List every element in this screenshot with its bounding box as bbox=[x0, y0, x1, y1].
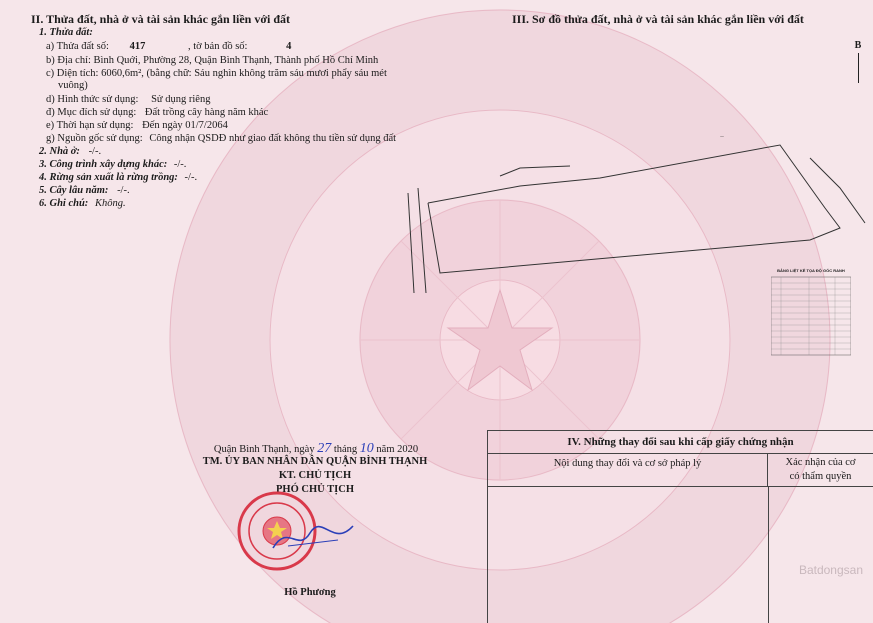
changes-title: IV. Những thay đổi sau khi cấp giấy chứng nhận bbox=[488, 431, 873, 454]
north-label: B bbox=[854, 40, 862, 51]
parcel-number: 417 bbox=[129, 41, 146, 52]
usage-form-value: Sử dụng riêng bbox=[151, 94, 211, 105]
section-ii-title: II. Thửa đất, nhà ở và tài sản khác gắn liền với đất bbox=[31, 12, 291, 26]
changes-col-confirm bbox=[768, 454, 873, 486]
house-label: 2. Nhà ở: bbox=[39, 146, 80, 157]
house-row bbox=[39, 146, 101, 157]
map-label-north: — bbox=[720, 134, 724, 139]
parcel-boundary bbox=[428, 145, 840, 273]
note-value: Không. bbox=[94, 198, 126, 209]
note-label: 6. Ghi chú: bbox=[39, 198, 89, 209]
changes-column-divider bbox=[768, 486, 769, 623]
house-value: -/-. bbox=[88, 146, 102, 157]
signer-name: Hồ Phương bbox=[284, 587, 336, 598]
area-row: c) Diện tích: 6060,6m², (bằng chữ: Sáu nghìn không trăm sáu mươi phẩy sáu mét bbox=[46, 68, 387, 79]
canal-line bbox=[500, 166, 570, 176]
usage-term-label: e) Thời hạn sử dụng: bbox=[46, 120, 134, 131]
month-label: tháng bbox=[333, 444, 358, 455]
parcel-number-label: a) Thửa đất số: bbox=[46, 41, 109, 52]
map-sheet-label: , tờ bản đồ số: bbox=[187, 41, 248, 52]
usage-purpose-value: Đất trồng cây hàng năm khác bbox=[144, 107, 269, 118]
usage-origin-value: Công nhận QSDĐ như giao đất không thu tiền sử dụng đất bbox=[149, 133, 397, 144]
coordinate-table-grid bbox=[771, 273, 851, 357]
year-label: năm 2020 bbox=[376, 444, 419, 455]
usage-purpose-row bbox=[46, 107, 268, 118]
day-handwritten: 27 bbox=[317, 441, 332, 456]
signer-organization: TM. ỦY BAN NHÂN DÂN QUẬN BÌNH THẠNH bbox=[202, 456, 428, 467]
usage-term-row bbox=[46, 120, 228, 131]
date-line bbox=[196, 441, 436, 457]
changes-col-confirm-line1: Xác nhận của cơ bbox=[785, 457, 856, 468]
signer-title: PHÓ CHỦ TỊCH bbox=[276, 484, 354, 495]
usage-term-value: Đến ngày 01/7/2064 bbox=[142, 120, 228, 131]
changes-col-content: Nội dung thay đổi và cơ sở pháp lý bbox=[488, 454, 768, 486]
forest-value: -/-. bbox=[184, 172, 198, 183]
road-west bbox=[408, 193, 414, 293]
perennial-row bbox=[39, 185, 130, 196]
perennial-value: -/-. bbox=[117, 185, 130, 196]
usage-form-label: d) Hình thức sử dụng: bbox=[46, 94, 139, 105]
watermark: Batdongsan bbox=[798, 563, 863, 577]
changes-header-row bbox=[488, 454, 873, 487]
usage-origin-row bbox=[46, 133, 396, 144]
other-construction-row bbox=[39, 159, 186, 170]
forest-row bbox=[39, 172, 197, 183]
date-prefix: Quận Bình Thạnh, ngày bbox=[213, 444, 315, 455]
other-construction-value: -/-. bbox=[173, 159, 187, 170]
north-arrow-icon bbox=[858, 53, 859, 83]
month-handwritten: 10 bbox=[359, 441, 374, 456]
other-construction-label: 3. Công trình xây dựng khác: bbox=[39, 159, 168, 170]
parcel-number-row bbox=[46, 41, 291, 52]
changes-table bbox=[487, 430, 873, 623]
forest-label: 4. Rừng sản xuất là rừng trồng: bbox=[39, 172, 178, 183]
changes-col-confirm-line2: có thẩm quyền bbox=[789, 471, 852, 482]
usage-purpose-label: đ) Mục đích sử dụng: bbox=[46, 107, 137, 118]
handwritten-signature bbox=[268, 518, 358, 558]
perennial-label: 5. Cây lâu năm: bbox=[39, 185, 109, 196]
north-arrow bbox=[854, 40, 862, 88]
usage-origin-label: g) Nguồn gốc sử dụng: bbox=[46, 133, 143, 144]
parcel-heading: 1. Thửa đất: bbox=[39, 27, 93, 38]
section-iii-title: III. Sơ đồ thửa đất, nhà ở và tài sản khác gắn liền với đất bbox=[512, 12, 804, 26]
usage-form-row bbox=[46, 94, 210, 105]
road-west-2 bbox=[418, 188, 426, 293]
address-row: b) Địa chỉ: Bình Quới, Phường 28, Quận Bình Thạnh, Thành phố Hồ Chí Minh bbox=[46, 55, 379, 66]
note-row bbox=[39, 198, 126, 209]
area-row-cont: vuông) bbox=[58, 80, 88, 91]
map-sheet-number: 4 bbox=[286, 41, 292, 52]
coordinate-table bbox=[771, 268, 851, 360]
coordinate-table-title: BẢNG LIỆT KÊ TỌA ĐỘ GÓC RANH bbox=[777, 268, 845, 273]
signer-kt: KT. CHỦ TỊCH bbox=[278, 470, 352, 481]
road-east bbox=[810, 158, 865, 223]
